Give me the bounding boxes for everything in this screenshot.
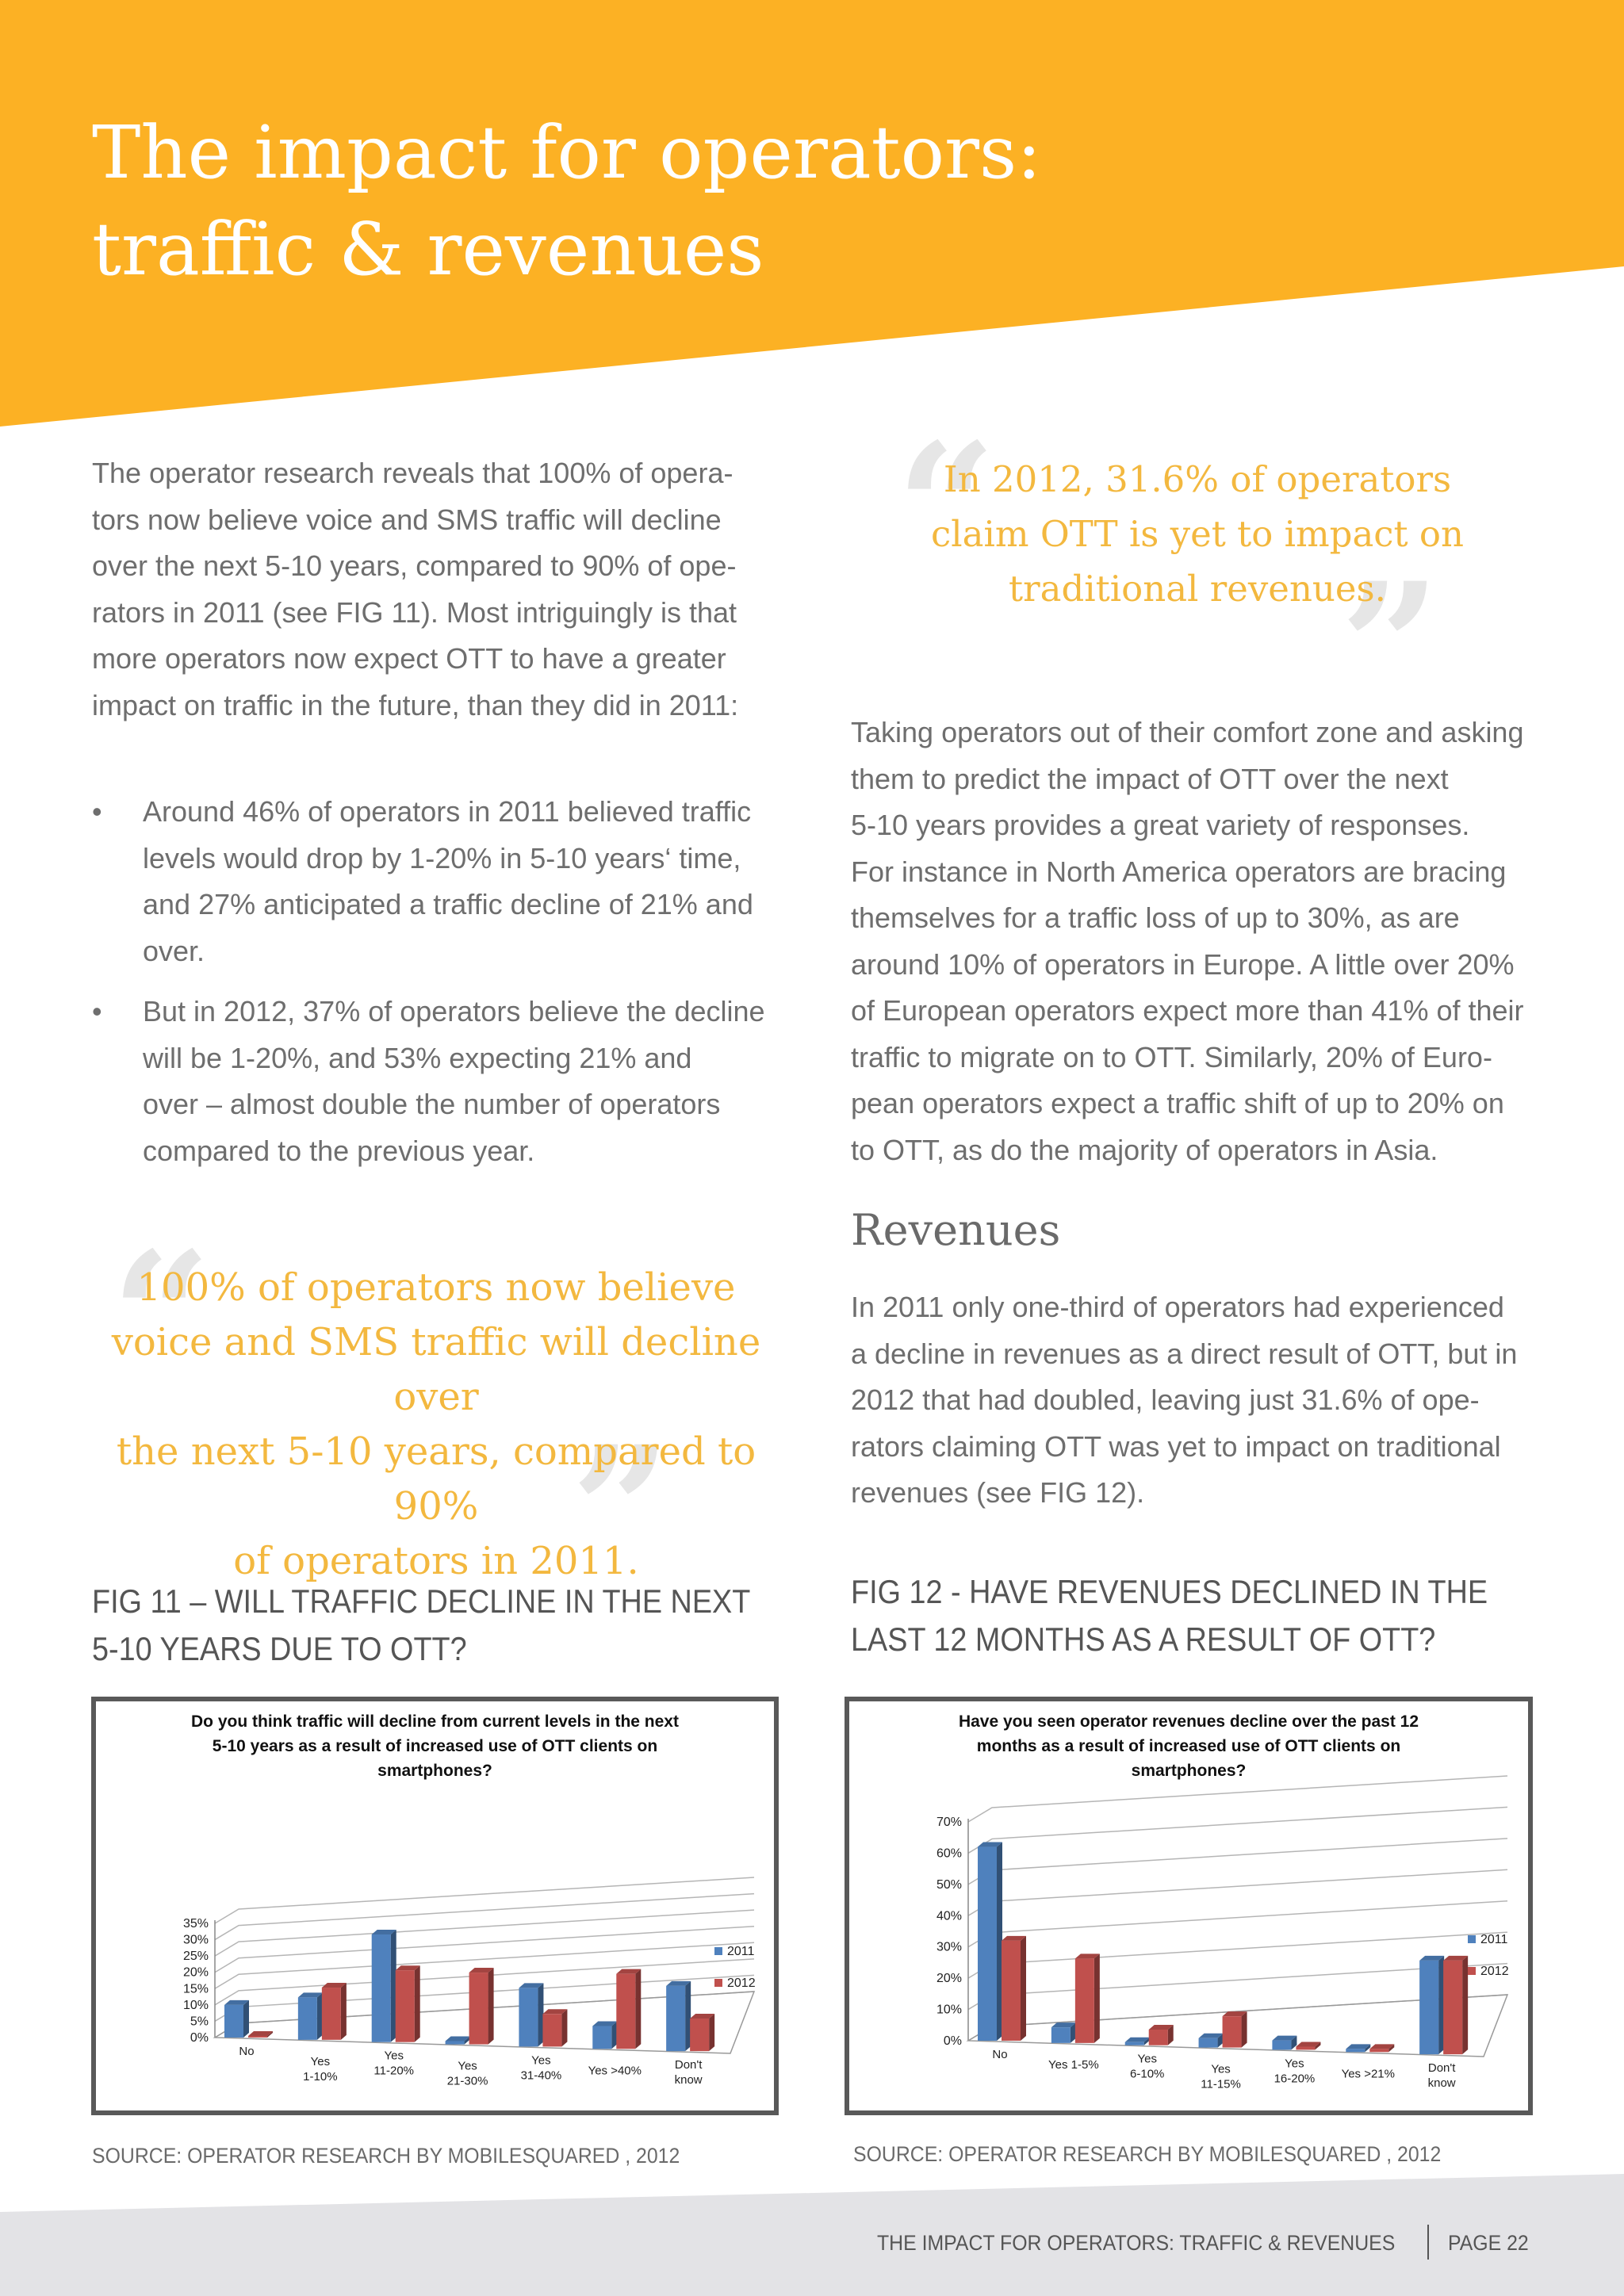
gridline: [215, 1894, 754, 1940]
legend-label: 2012: [1480, 1965, 1509, 1978]
paragraph-line: rators claiming OTT was yet to impact on traditional: [851, 1429, 1501, 1463]
revenues-heading: Revenues: [851, 1205, 1061, 1255]
x-tick-label: Yes 31-40%: [520, 2053, 562, 2083]
bullet-line: levels would drop by 1-20% in 5-10 years‘ time,: [143, 841, 741, 874]
paragraph-line: themselves for a traffic loss of up to 30%, as are: [851, 901, 1460, 934]
paragraph-line: of European operators expect more than 41% of their: [851, 994, 1524, 1027]
intro-line: tors now believe voice and SMS traffic will decline: [92, 503, 722, 536]
bar-2012: [1369, 2044, 1394, 2052]
open-quote-icon: “: [896, 404, 997, 610]
legend-swatch-2012: [714, 1979, 722, 1987]
footer-band: [0, 2156, 1624, 2296]
x-tick-label: Yes 1-10%: [303, 2054, 338, 2084]
bar-2012: [616, 1969, 641, 2049]
x-tick-label: Yes 11-20%: [373, 2049, 415, 2078]
x-tick-label: Don't know: [674, 2058, 703, 2087]
close-quote-icon: ”: [571, 1407, 672, 1613]
pull-quote-text: [896, 452, 1499, 616]
page-title-line: traffic & revenues: [92, 207, 764, 292]
forecast-paragraph: [851, 710, 1541, 1173]
bar-2012: [1149, 2025, 1174, 2045]
y-tick-label: 60%: [936, 1846, 962, 1861]
bullet-line: But in 2012, 37% of operators believe the decline: [143, 995, 765, 1027]
y-tick-label: 50%: [936, 1877, 962, 1892]
bar-2011: [519, 1983, 543, 2046]
paragraph-line: revenues (see FIG 12).: [851, 1476, 1145, 1509]
paragraph-line: For instance in North America operators are bracing: [851, 855, 1507, 888]
y-tick-label: 35%: [182, 1917, 209, 1931]
bar-2011: [1346, 2044, 1370, 2052]
fig12-source: SOURCE: OPERATOR RESEARCH BY MOBILESQUARED , 2012: [853, 2142, 1442, 2166]
quote-line: 100% of operators now believe: [136, 1265, 736, 1310]
bar-2012: [248, 2031, 273, 2038]
bar-2011: [224, 2000, 249, 2038]
bar-2012: [1296, 2042, 1320, 2049]
bar-2011: [592, 2021, 617, 2049]
bullet-dot: •: [92, 795, 102, 828]
fig-title-line: 5-10 YEARS DUE TO OTT?: [92, 1630, 467, 1667]
bar-2011: [1125, 2038, 1150, 2045]
paragraph-line: traffic to migrate on to OTT. Similarly, 20% of Euro-: [851, 1040, 1492, 1073]
forecast-text: [851, 710, 1541, 1173]
x-tick-label: Yes 1-5%: [1048, 2057, 1099, 2072]
intro-line: rators in 2011 (see FIG 11). Most intriguingly is that: [92, 595, 737, 629]
intro-line: impact on traffic in the future, than they did in 2011:: [92, 688, 739, 721]
fig11-chart: [91, 1697, 779, 2115]
legend-swatch-2011: [714, 1947, 722, 1955]
paragraph-line: to OTT, as do the majority of operators in Asia.: [851, 1133, 1438, 1166]
fig12-title: [851, 1568, 1488, 1663]
paragraph-line: Taking operators out of their comfort zone and asking: [851, 716, 1524, 748]
bullet-dot: •: [92, 995, 102, 1027]
bullet-line: Around 46% of operators in 2011 believed traffic: [143, 795, 752, 828]
fig-title-line: FIG 12 - HAVE REVENUES DECLINED IN THE: [851, 1573, 1488, 1610]
quote-line: claim OTT is yet to impact on: [931, 513, 1464, 555]
page-title-line: The impact for operators:: [92, 110, 1042, 195]
intro-line: The operator research reveals that 100% of opera-: [92, 457, 733, 489]
close-quote-icon: ”: [1340, 544, 1441, 749]
paragraph-line: a decline in revenues as a direct result of OTT, but in: [851, 1337, 1518, 1370]
bar-2012: [1443, 1956, 1468, 2054]
y-tick-label: 15%: [182, 1982, 209, 1996]
bullet-line: over – almost double the number of operators: [143, 1088, 721, 1120]
bar-2011: [372, 1930, 396, 2042]
gridline: [968, 1807, 1507, 1853]
y-tick-label: 10%: [936, 2003, 962, 2017]
quote-line: voice and SMS traffic will decline over: [111, 1320, 761, 1419]
quote-line: of operators in 2011.: [233, 1539, 639, 1583]
x-tick-label: Yes 16-20%: [1274, 2057, 1316, 2086]
fig12-chart: [845, 1697, 1533, 2115]
bar-2011: [1051, 2022, 1076, 2043]
bar-2011: [1272, 2036, 1297, 2050]
gridline: [968, 1901, 1507, 1947]
bar-2012: [542, 2009, 567, 2046]
bar-2012: [1075, 1954, 1100, 2042]
y-tick-label: 5%: [190, 2015, 209, 2029]
bar-2012: [469, 1968, 494, 2045]
bar-2011: [298, 1992, 323, 2039]
bar-2012: [396, 1965, 420, 2042]
chart-title-line: smartphones?: [377, 1762, 492, 1780]
chart-title-line: 5-10 years as a result of increased use of OTT clients on: [212, 1737, 658, 1755]
y-tick-label: 30%: [936, 1940, 962, 1954]
y-tick-label: 25%: [182, 1950, 209, 1964]
legend-swatch-2012: [1468, 1967, 1476, 1975]
bar-2012: [1223, 2011, 1247, 2047]
y-tick-label: 40%: [936, 1909, 962, 1923]
x-tick-label: No: [239, 2045, 255, 2058]
chart-title-line: smartphones?: [1131, 1762, 1247, 1780]
intro-line: over the next 5-10 years, compared to 90% of ope-: [92, 549, 737, 582]
bullet-line: and 27% anticipated a traffic decline of 21% and: [143, 888, 753, 920]
pull-quote-text: [79, 1261, 793, 1589]
fig11-source: SOURCE: OPERATOR RESEARCH BY MOBILESQUARED , 2012: [92, 2144, 680, 2168]
intro-paragraph: [92, 450, 774, 729]
bullet-item: [92, 989, 774, 1174]
x-tick-label: Yes >21%: [1341, 2067, 1395, 2081]
fig-title-line: FIG 11 – WILL TRAFFIC DECLINE IN THE NEXT: [92, 1582, 751, 1620]
bar-2012: [322, 1983, 347, 2040]
x-tick-label: Don't know: [1427, 2061, 1456, 2091]
y-tick-label: 0%: [943, 2034, 962, 2048]
x-tick-label: Yes 21-30%: [446, 2059, 488, 2088]
fig11-chart-plot: [96, 1701, 774, 2110]
paragraph-line: 5-10 years provides a great variety of responses.: [851, 809, 1470, 841]
x-tick-label: No: [992, 2048, 1008, 2061]
paragraph-line: around 10% of operators in Europe. A little over 20%: [851, 947, 1515, 981]
x-tick-label: Yes >40%: [588, 2064, 642, 2078]
chart-title-line: months as a result of increased use of OTT clients on: [976, 1737, 1401, 1755]
bullet-line: will be 1-20%, and 53% expecting 21% and: [143, 1041, 692, 1074]
bar-2011: [666, 1981, 691, 2051]
legend-label: 2011: [727, 1945, 755, 1958]
bar-2011: [1419, 1956, 1444, 2054]
bar-2011: [978, 1843, 1002, 2041]
gridline: [215, 1877, 754, 1923]
quote-line: In 2012, 31.6% of operators: [943, 458, 1452, 500]
bar-2011: [446, 2036, 470, 2044]
gridline: [215, 1910, 754, 1956]
bullet-list: [92, 789, 774, 1188]
legend-swatch-2011: [1468, 1935, 1476, 1943]
legend-label: 2011: [1480, 1933, 1508, 1946]
revenues-text: [851, 1284, 1541, 1517]
chart-title-line: Do you think traffic will decline from current levels in the next: [191, 1712, 679, 1731]
gridline: [215, 1927, 754, 1973]
y-tick-label: 30%: [182, 1933, 209, 1947]
bullet-line: compared to the previous year.: [143, 1134, 535, 1167]
open-quote-icon: “: [111, 1213, 212, 1418]
revenues-paragraph: [851, 1284, 1541, 1517]
bar-2012: [690, 2014, 714, 2051]
x-tick-label: Yes 6-10%: [1130, 2052, 1165, 2081]
intro-text: [92, 450, 774, 729]
footer-divider: [1427, 2225, 1429, 2260]
y-tick-label: 0%: [190, 2031, 209, 2045]
gridline: [968, 1869, 1507, 1915]
fig12-chart-plot: [849, 1701, 1528, 2110]
paragraph-line: pean operators expect a traffic shift of up to 20% on: [851, 1087, 1504, 1119]
paragraph-line: In 2011 only one-third of operators had experienced: [851, 1291, 1504, 1323]
bar-2012: [1002, 1936, 1026, 2041]
quote-line: the next 5-10 years, compared to 90%: [116, 1429, 756, 1529]
bullet-line: over.: [143, 934, 205, 967]
legend-label: 2012: [727, 1976, 756, 1990]
intro-line: more operators now expect OTT to have a greater: [92, 642, 726, 675]
bullet-item: [92, 789, 774, 974]
gridline: [968, 1839, 1507, 1885]
paragraph-line: them to predict the impact of OTT over the next: [851, 762, 1449, 795]
page-title: [92, 105, 1041, 298]
chart-title-line: Have you seen operator revenues decline over the past 12: [958, 1712, 1419, 1731]
gridline: [968, 1776, 1507, 1822]
y-tick-label: 20%: [936, 1972, 962, 1986]
quote-line: traditional revenues.: [1009, 568, 1386, 610]
paragraph-line: 2012 that had doubled, leaving just 31.6% of ope-: [851, 1383, 1480, 1416]
x-tick-label: Yes 11-15%: [1201, 2062, 1241, 2091]
fig-title-line: LAST 12 MONTHS AS A RESULT OF OTT?: [851, 1621, 1436, 1658]
bar-2011: [1199, 2034, 1224, 2048]
footer-section-label: THE IMPACT FOR OPERATORS: TRAFFIC & REVENUES: [877, 2231, 1396, 2255]
y-tick-label: 10%: [182, 1998, 209, 2012]
y-tick-label: 20%: [182, 1965, 209, 1980]
footer-page-number: PAGE 22: [1448, 2231, 1529, 2255]
y-tick-label: 70%: [936, 1816, 962, 1829]
